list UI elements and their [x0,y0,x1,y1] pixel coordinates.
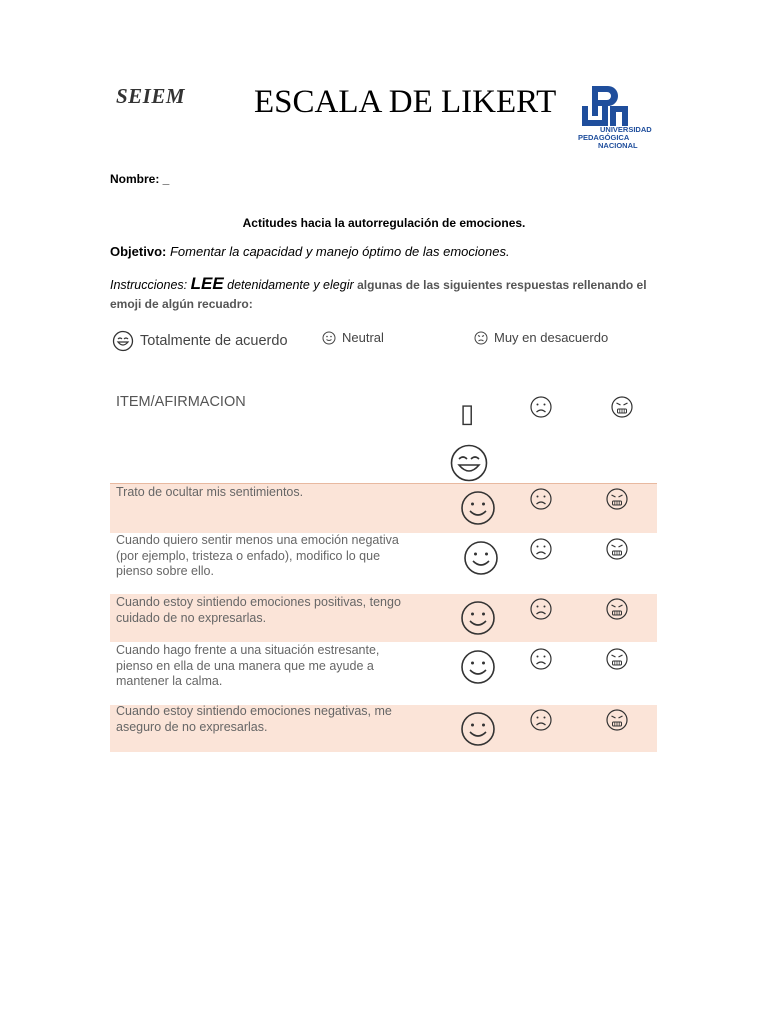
missing-glyph-icon: ▯ [460,398,475,428]
table-header-label: ITEM/AFIRMACION [116,394,246,410]
row-text: Cuando estoy sintiendo emociones positivas, tengo cuidado de no expresarlas. [116,595,401,625]
frown-face-icon[interactable] [529,708,553,732]
objetivo-label: Objetivo: [110,244,167,259]
row-text: Cuando hago frente a una situación estresante, pienso en ella de una manera que me ayude a mantener la calma. [116,643,380,688]
legend-disagree-label: Muy en desacuerdo [494,330,609,345]
objetivo-line [110,244,510,259]
frown-face-icon [529,395,553,419]
smile-face-icon [322,331,336,345]
frown-face-icon[interactable] [529,597,553,621]
logo-text-3: NACIONAL [598,141,638,150]
table-row [110,705,657,752]
table-row [110,483,657,533]
angry-face-icon[interactable] [605,597,629,621]
objetivo-value: Fomentar la capacidad y manejo óptimo de las emociones. [169,244,510,259]
upn-logo [578,84,662,150]
instr-mid: detenidamente y elegir [227,278,354,292]
smile-face-icon[interactable] [463,540,499,576]
frown-face-icon[interactable] [529,537,553,561]
logo-text-2: PEDAGÓGICA [578,133,630,142]
legend-neutral-label: Neutral [342,330,384,345]
instr-label: Instrucciones: [110,278,188,292]
frown-face-icon[interactable] [529,647,553,671]
smile-face-icon[interactable] [460,600,496,636]
table-row [110,532,657,594]
frown-face-icon[interactable] [529,487,553,511]
legend-neutral [322,330,384,345]
nombre-field: Nombre: _ [110,172,170,186]
smile-face-icon[interactable] [460,490,496,526]
instructions [110,274,670,314]
angry-face-icon[interactable] [605,647,629,671]
angry-face-icon[interactable] [605,487,629,511]
table-row [110,594,657,642]
org-name: SEIEM [116,84,186,108]
legend-disagree [474,330,608,345]
grin-face-icon [449,443,489,483]
instr-lee: LEE [190,274,224,293]
row-text: Trato de ocultar mis sentimientos. [116,485,304,499]
angry-face-icon [474,331,488,345]
logo-text-1: UNIVERSIDAD [600,125,652,134]
row-text: Cuando estoy sintiendo emociones negativas, me aseguro de no expresarlas. [116,704,392,734]
angry-face-icon[interactable] [605,537,629,561]
legend-agree-label: Totalmente de acuerdo [140,333,288,349]
page-title: ESCALA DE LIKERT [254,84,557,120]
table-row [110,642,657,705]
smile-face-icon[interactable] [460,649,496,685]
smile-face-icon[interactable] [460,711,496,747]
legend-agree [112,330,288,352]
row-text: Cuando quiero sentir menos una emoción negativa (por ejemplo, tristeza o enfado), modifico lo que pienso sobre ello. [116,533,399,578]
instr-rest: algunas de las siguientes respuestas rellenando el emoji de algún recuadro: [110,278,647,311]
grin-face-icon [112,330,134,352]
angry-face-icon[interactable] [605,708,629,732]
angry-face-icon [610,395,634,419]
form-subtitle: Actitudes hacia la autorregulación de emociones. [242,216,526,230]
